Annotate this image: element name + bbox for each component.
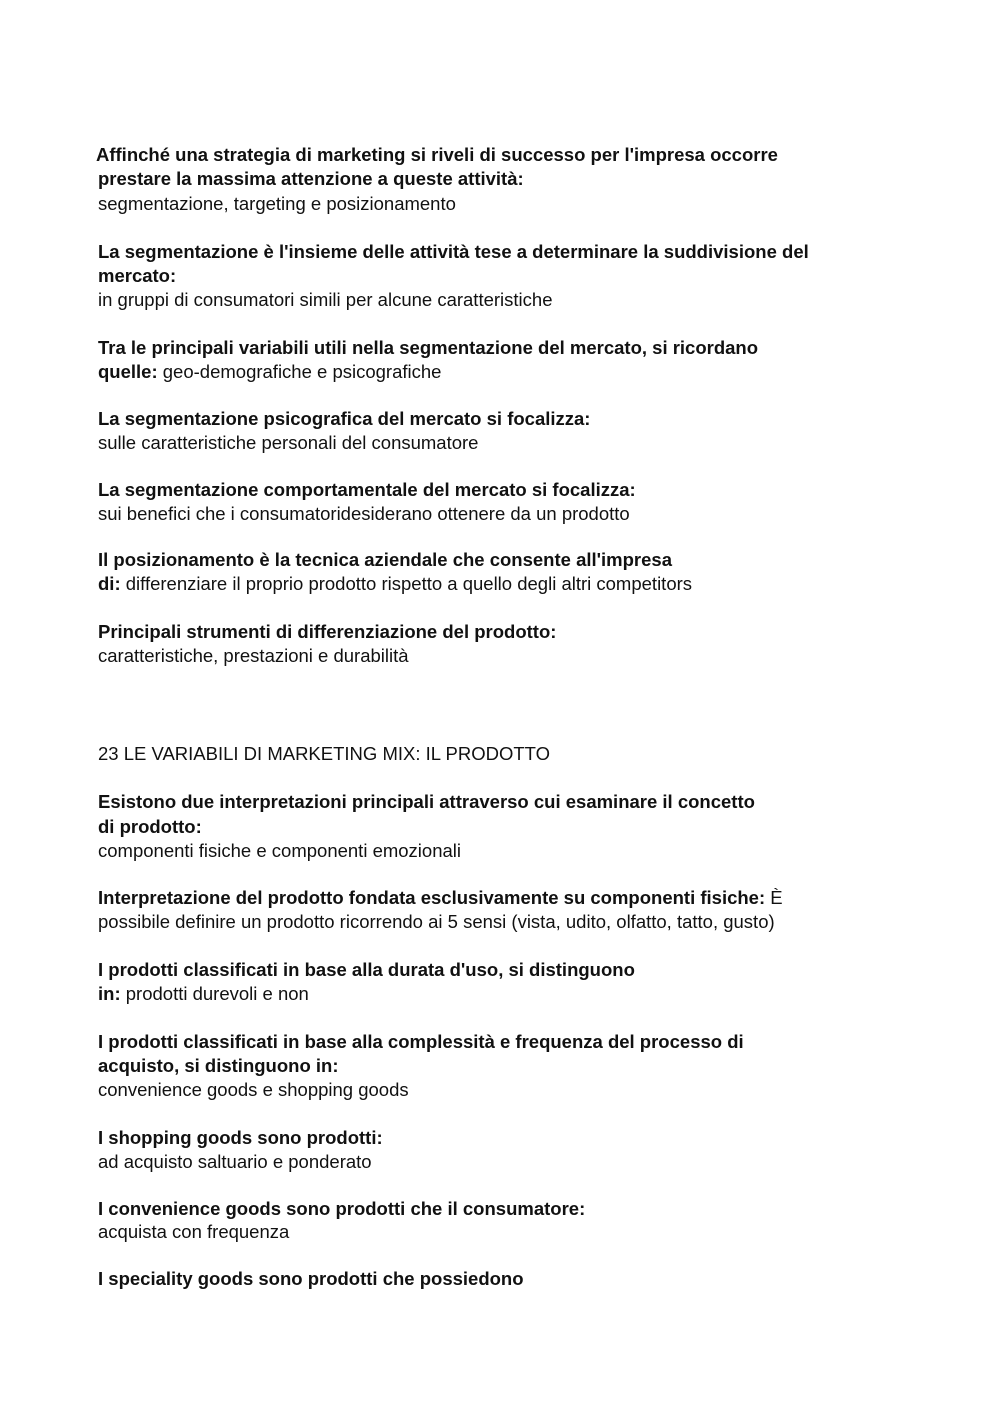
question-line: Principali strumenti di differenziazione del prodotto: <box>98 621 557 642</box>
question-line: di prodotto: <box>98 816 202 837</box>
answer-fragment: geo-demografiche e psicografiche <box>157 361 442 382</box>
answer-fragment: differenziare il proprio prodotto rispetto a quello degli altri competitors <box>120 573 693 594</box>
answer-line: sulle caratteristiche personali del consumatore <box>98 432 479 453</box>
answer-line: componenti fisiche e componenti emozionali <box>98 840 462 861</box>
question-line: Esistono due interpretazioni principali attraverso cui esaminare il concetto <box>98 791 755 812</box>
question-line: acquisto, si distinguono in: <box>98 1055 339 1076</box>
question-line: prestare la massima attenzione a queste attività: <box>98 168 524 189</box>
question-line: mercato: <box>98 265 177 286</box>
answer-line: possibile definire un prodotto ricorrendo ai 5 sensi (vista, udito, olfatto, tatto, gusto) <box>98 911 775 932</box>
question-answer-line <box>98 982 309 1006</box>
question-line: I prodotti classificati in base alla durata d'uso, si distinguono <box>98 959 635 980</box>
question-line: Tra le principali variabili utili nella segmentazione del mercato, si ricordano <box>98 337 759 358</box>
answer-line: acquista con frequenza <box>98 1221 290 1242</box>
question-fragment: in: <box>98 983 121 1004</box>
question-line: I shopping goods sono prodotti: <box>98 1127 383 1148</box>
answer-line: sui benefici che i consumatoridesiderano ottenere da un prodotto <box>98 503 630 524</box>
question-answer-line <box>98 886 783 910</box>
question-answer-line <box>98 572 692 596</box>
answer-line: caratteristiche, prestazioni e durabilità <box>98 645 409 666</box>
question-fragment: quelle: <box>98 361 158 382</box>
question-line: I prodotti classificati in base alla complessità e frequenza del processo di <box>98 1031 744 1052</box>
answer-line: ad acquisto saltuario e ponderato <box>98 1151 372 1172</box>
question-line: La segmentazione psicografica del mercato si focalizza: <box>98 408 591 429</box>
answer-line: convenience goods e shopping goods <box>98 1079 409 1100</box>
question-fragment: Interpretazione del prodotto fondata esclusivamente su componenti fisiche: <box>98 887 766 908</box>
answer-fragment: È <box>765 887 783 908</box>
question-line: La segmentazione è l'insieme delle attività tese a determinare la suddivisione del <box>98 241 809 262</box>
section-heading: 23 LE VARIABILI DI MARKETING MIX: IL PRODOTTO <box>98 743 550 764</box>
question-line: Affinché una strategia di marketing si riveli di successo per l'impresa occorre <box>96 144 778 165</box>
question-line: I convenience goods sono prodotti che il consumatore: <box>98 1198 586 1219</box>
answer-line: segmentazione, targeting e posizionamento <box>98 193 456 214</box>
question-fragment: di: <box>98 573 121 594</box>
question-answer-line <box>98 360 441 384</box>
question-line: La segmentazione comportamentale del mercato si focalizza: <box>98 479 636 500</box>
answer-fragment: prodotti durevoli e non <box>120 983 309 1004</box>
answer-line: in gruppi di consumatori simili per alcune caratteristiche <box>98 289 553 310</box>
question-line: I speciality goods sono prodotti che possiedono <box>98 1268 524 1289</box>
question-line: Il posizionamento è la tecnica aziendale che consente all'impresa <box>98 549 672 570</box>
